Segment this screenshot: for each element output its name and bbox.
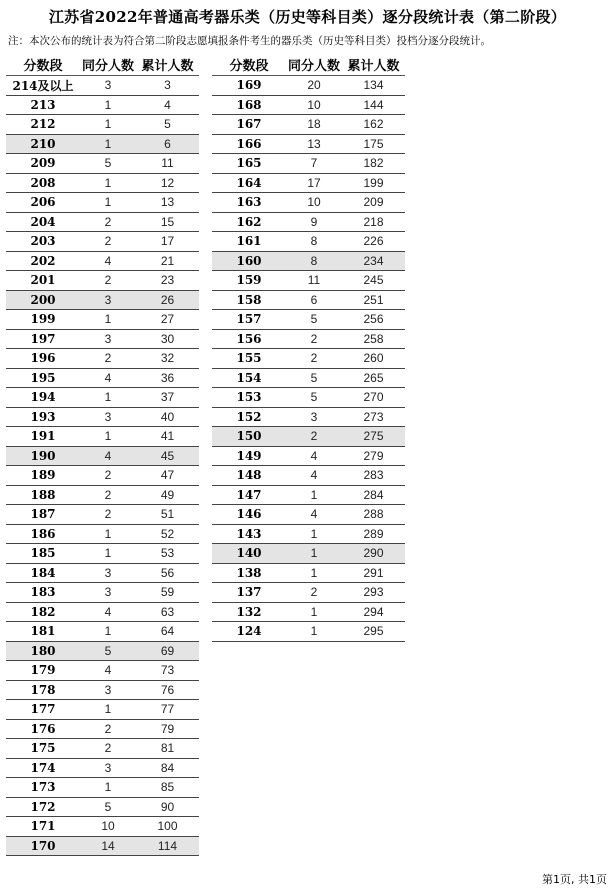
score-cell: 191 [30,429,56,444]
score-cell: 209 [30,156,56,171]
table-row [212,271,405,291]
table-row [212,447,405,467]
score-cell: 158 [236,292,262,307]
header-same: 同分人数 [81,58,134,74]
same-count-cell: 3 [104,760,112,775]
score-cell: 195 [30,370,56,385]
score-cell: 164 [236,175,262,190]
table-row [6,291,199,311]
table-row [6,681,199,701]
same-count-cell: 4 [310,468,318,483]
table-row [6,388,199,408]
same-count-cell: 2 [310,331,318,346]
score-cell: 161 [236,234,262,249]
same-count-cell: 1 [104,780,112,795]
table-row [212,583,405,603]
same-count-cell: 1 [310,565,318,580]
same-count-cell: 5 [104,156,112,171]
same-count-cell: 1 [104,195,112,210]
table-row [212,369,405,389]
cumulative-count-cell: 77 [160,702,175,717]
same-count-cell: 4 [104,604,112,619]
table-body [212,76,405,642]
same-count-cell: 1 [310,624,318,639]
cumulative-count-cell: 199 [363,175,384,190]
table-row [6,759,199,779]
score-cell: 132 [236,604,262,619]
same-count-cell: 3 [104,565,112,580]
same-count-cell: 10 [307,97,321,112]
table-row [212,486,405,506]
score-cell: 150 [236,429,262,444]
same-count-cell: 1 [310,487,318,502]
cumulative-count-cell: 226 [363,234,384,249]
cumulative-count-cell: 295 [363,624,384,639]
cumulative-count-cell: 290 [363,546,384,561]
same-count-cell: 2 [104,273,112,288]
score-cell: 181 [30,624,56,639]
same-count-cell: 2 [104,214,112,229]
cumulative-count-cell: 36 [160,370,175,385]
table-row [6,193,199,213]
score-cell: 200 [30,292,56,307]
score-cell: 177 [30,702,56,717]
cumulative-count-cell: 64 [160,624,175,639]
table-row [6,271,199,291]
cumulative-count-cell: 234 [363,253,384,268]
cumulative-count-cell: 114 [157,838,178,853]
table-row [212,115,405,135]
table-row [212,193,405,213]
header-score: 分数段 [229,58,269,74]
table-row [212,603,405,623]
header-same: 同分人数 [287,58,340,74]
cumulative-count-cell: 63 [160,604,175,619]
same-count-cell: 4 [104,370,112,385]
score-cell: 137 [236,585,262,600]
table-row [212,76,405,96]
cumulative-count-cell: 30 [160,331,175,346]
score-cell: 173 [30,780,56,795]
score-cell: 162 [236,214,262,229]
score-cell: 193 [30,409,56,424]
table-row [6,486,199,506]
same-count-cell: 1 [104,117,112,132]
same-count-cell: 5 [104,643,112,658]
same-count-cell: 11 [307,273,321,288]
table-row [212,388,405,408]
table-row [6,115,199,135]
score-cell: 140 [236,546,262,561]
score-cell: 149 [236,448,262,463]
table-row [6,369,199,389]
table-row [6,76,199,96]
table-header [212,53,405,76]
score-cell: 184 [30,565,56,580]
table-row [6,700,199,720]
table-row [6,564,199,584]
same-count-cell: 9 [310,214,318,229]
same-count-cell: 2 [104,234,112,249]
table-row [212,174,405,194]
table-row [6,447,199,467]
cumulative-count-cell: 79 [160,721,175,736]
table-row [6,778,199,798]
score-cell: 197 [30,331,56,346]
same-count-cell: 2 [104,721,112,736]
same-count-cell: 18 [307,117,321,132]
score-cell: 179 [30,663,56,678]
score-cell: 160 [236,253,262,268]
same-count-cell: 3 [104,682,112,697]
same-count-cell: 2 [310,585,318,600]
same-count-cell: 8 [310,253,318,268]
same-count-cell: 2 [104,487,112,502]
score-cell: 208 [30,175,56,190]
cumulative-count-cell: 69 [160,643,175,658]
cumulative-count-cell: 256 [363,312,384,327]
cumulative-count-cell: 100 [157,819,178,834]
cumulative-count-cell: 21 [160,253,175,268]
score-cell: 156 [236,331,262,346]
table-row [6,505,199,525]
score-cell: 155 [236,351,262,366]
score-cell: 204 [30,214,56,229]
score-cell: 169 [236,78,262,93]
cumulative-count-cell: 47 [160,468,175,483]
cumulative-count-cell: 52 [160,526,175,541]
score-cell: 170 [30,838,56,853]
score-cell: 153 [236,390,262,405]
same-count-cell: 10 [101,819,115,834]
table-row [6,798,199,818]
table-row [212,213,405,233]
cumulative-count-cell: 275 [363,429,384,444]
score-cell: 210 [30,136,56,151]
cumulative-count-cell: 288 [363,507,384,522]
cumulative-count-cell: 12 [160,175,175,190]
cumulative-count-cell: 84 [160,760,175,775]
table-row [6,252,199,272]
cumulative-count-cell: 11 [161,156,174,171]
cumulative-count-cell: 53 [160,546,175,561]
cumulative-count-cell: 51 [160,507,175,522]
same-count-cell: 1 [104,546,112,561]
table-body [6,76,199,856]
same-count-cell: 5 [104,799,112,814]
score-cell: 213 [30,97,56,112]
cumulative-count-cell: 273 [363,409,384,424]
score-cell: 146 [236,507,262,522]
same-count-cell: 2 [104,741,112,756]
score-cell: 152 [236,409,262,424]
table-row [6,544,199,564]
score-cell: 167 [236,117,262,132]
score-cell: 212 [30,117,56,132]
score-cell: 187 [30,507,56,522]
same-count-cell: 20 [307,78,321,93]
same-count-cell: 4 [310,448,318,463]
cumulative-count-cell: 56 [160,565,175,580]
table-row [6,739,199,759]
cumulative-count-cell: 59 [160,585,175,600]
score-cell: 190 [30,448,56,463]
table-row [6,603,199,623]
table-row [6,135,199,155]
table-row [6,817,199,837]
score-cell: 182 [30,604,56,619]
cumulative-count-cell: 218 [363,214,384,229]
same-count-cell: 1 [104,429,112,444]
cumulative-count-cell: 40 [160,409,175,424]
cumulative-count-cell: 293 [363,585,384,600]
table-row [212,427,405,447]
score-cell: 138 [236,565,262,580]
same-count-cell: 1 [104,526,112,541]
same-count-cell: 3 [104,331,112,346]
table-row [6,642,199,662]
score-table-left [6,53,199,856]
cumulative-count-cell: 85 [160,780,175,795]
score-cell: 196 [30,351,56,366]
cumulative-count-cell: 3 [164,78,171,93]
cumulative-count-cell: 81 [160,741,175,756]
same-count-cell: 5 [310,312,318,327]
same-count-cell: 3 [104,78,112,93]
same-count-cell: 1 [104,390,112,405]
cumulative-count-cell: 284 [363,487,384,502]
cumulative-count-cell: 245 [363,273,384,288]
same-count-cell: 1 [104,175,112,190]
cumulative-count-cell: 26 [160,292,175,307]
table-row [212,252,405,272]
same-count-cell: 3 [104,585,112,600]
cumulative-count-cell: 5 [164,117,171,132]
score-cell: 163 [236,195,262,210]
cumulative-count-cell: 144 [363,97,384,112]
table-row [6,174,199,194]
same-count-cell: 2 [310,429,318,444]
score-cell: 178 [30,682,56,697]
cumulative-count-cell: 162 [363,117,384,132]
same-count-cell: 1 [104,702,112,717]
same-count-cell: 1 [104,624,112,639]
cumulative-count-cell: 258 [363,331,384,346]
same-count-cell: 1 [104,97,112,112]
cumulative-count-cell: 289 [363,526,384,541]
cumulative-count-cell: 209 [363,195,384,210]
table-row [212,310,405,330]
cumulative-count-cell: 260 [363,351,384,366]
table-row [6,96,199,116]
same-count-cell: 2 [310,351,318,366]
table-row [212,291,405,311]
table-row [212,408,405,428]
cumulative-count-cell: 17 [160,234,175,249]
table-row [212,466,405,486]
same-count-cell: 3 [310,409,318,424]
document-note: 注：本次公布的统计表为符合第二阶段志愿填报条件考生的器乐类（历史等科目类）投档分逐分段统计。 [8,35,491,47]
score-cell: 203 [30,234,56,249]
same-count-cell: 2 [104,351,112,366]
same-count-cell: 3 [104,409,112,424]
same-count-cell: 5 [310,390,318,405]
same-count-cell: 4 [310,507,318,522]
score-cell: 174 [30,760,56,775]
table-row [6,466,199,486]
table-row [6,330,199,350]
score-cell: 172 [30,799,56,814]
same-count-cell: 1 [310,526,318,541]
cumulative-count-cell: 265 [363,370,384,385]
score-cell: 166 [236,136,262,151]
score-cell: 124 [236,624,262,639]
cumulative-count-cell: 294 [363,604,384,619]
table-header [6,53,199,76]
same-count-cell: 13 [307,136,321,151]
header-cumulative: 累计人数 [141,58,194,74]
score-cell: 189 [30,468,56,483]
score-cell: 171 [30,819,56,834]
cumulative-count-cell: 291 [363,565,384,580]
table-row [6,720,199,740]
table-row [212,349,405,369]
score-cell: 206 [30,195,56,210]
same-count-cell: 2 [104,468,112,483]
same-count-cell: 4 [104,448,112,463]
table-row [6,427,199,447]
score-cell: 175 [30,741,56,756]
table-row [212,564,405,584]
score-table-right [212,53,405,642]
cumulative-count-cell: 279 [363,448,384,463]
same-count-cell: 1 [104,312,112,327]
cumulative-count-cell: 4 [164,97,171,112]
table-row [6,154,199,174]
cumulative-count-cell: 283 [363,468,384,483]
table-row [212,505,405,525]
table-row [6,837,199,857]
table-row [6,408,199,428]
score-cell: 147 [236,487,262,502]
table-row [6,661,199,681]
score-cell: 157 [236,312,262,327]
same-count-cell: 4 [104,663,112,678]
cumulative-count-cell: 90 [160,799,175,814]
score-cell: 168 [236,97,262,112]
table-row [6,622,199,642]
score-cell: 143 [236,526,262,541]
table-row [212,135,405,155]
cumulative-count-cell: 45 [160,448,175,463]
table-row [212,96,405,116]
cumulative-count-cell: 251 [363,292,384,307]
table-row [6,583,199,603]
page-footer: 第1页, 共1页 [542,873,607,886]
cumulative-count-cell: 41 [160,429,175,444]
cumulative-count-cell: 37 [160,390,175,405]
same-count-cell: 10 [307,195,321,210]
cumulative-count-cell: 182 [363,156,384,171]
score-cell: 214及以上 [12,78,74,93]
same-count-cell: 5 [310,370,318,385]
score-cell: 165 [236,156,262,171]
cumulative-count-cell: 73 [160,663,175,678]
same-count-cell: 1 [310,546,318,561]
cumulative-count-cell: 6 [164,136,171,151]
table-row [6,213,199,233]
score-cell: 194 [30,390,56,405]
document-title: 江苏省2022年普通高考器乐类（历史等科目类）逐分段统计表（第二阶段） [48,8,567,26]
table-row [6,232,199,252]
same-count-cell: 4 [104,253,112,268]
cumulative-count-cell: 23 [160,273,175,288]
same-count-cell: 8 [310,234,318,249]
table-row [6,349,199,369]
cumulative-count-cell: 134 [363,78,384,93]
cumulative-count-cell: 270 [363,390,384,405]
score-cell: 188 [30,487,56,502]
same-count-cell: 3 [104,292,112,307]
score-cell: 176 [30,721,56,736]
score-cell: 185 [30,546,56,561]
table-row [6,310,199,330]
table-row [212,544,405,564]
same-count-cell: 1 [104,136,112,151]
table-row [6,525,199,545]
table-row [212,525,405,545]
score-cell: 159 [236,273,262,288]
cumulative-count-cell: 27 [160,312,175,327]
score-cell: 154 [236,370,262,385]
score-cell: 180 [30,643,56,658]
same-count-cell: 14 [101,838,115,853]
score-cell: 199 [30,312,56,327]
table-row [212,154,405,174]
same-count-cell: 1 [310,604,318,619]
same-count-cell: 6 [310,292,318,307]
same-count-cell: 7 [310,156,318,171]
cumulative-count-cell: 175 [363,136,384,151]
header-score: 分数段 [23,58,63,74]
score-cell: 202 [30,253,56,268]
table-row [212,232,405,252]
cumulative-count-cell: 32 [160,351,175,366]
same-count-cell: 2 [104,507,112,522]
table-row [212,330,405,350]
table-row [212,622,405,642]
same-count-cell: 17 [307,175,321,190]
score-cell: 148 [236,468,262,483]
header-cumulative: 累计人数 [347,58,400,74]
score-cell: 183 [30,585,56,600]
cumulative-count-cell: 13 [160,195,175,210]
cumulative-count-cell: 76 [160,682,175,697]
cumulative-count-cell: 15 [160,214,175,229]
cumulative-count-cell: 49 [160,487,175,502]
score-cell: 201 [30,273,56,288]
score-cell: 186 [30,526,56,541]
